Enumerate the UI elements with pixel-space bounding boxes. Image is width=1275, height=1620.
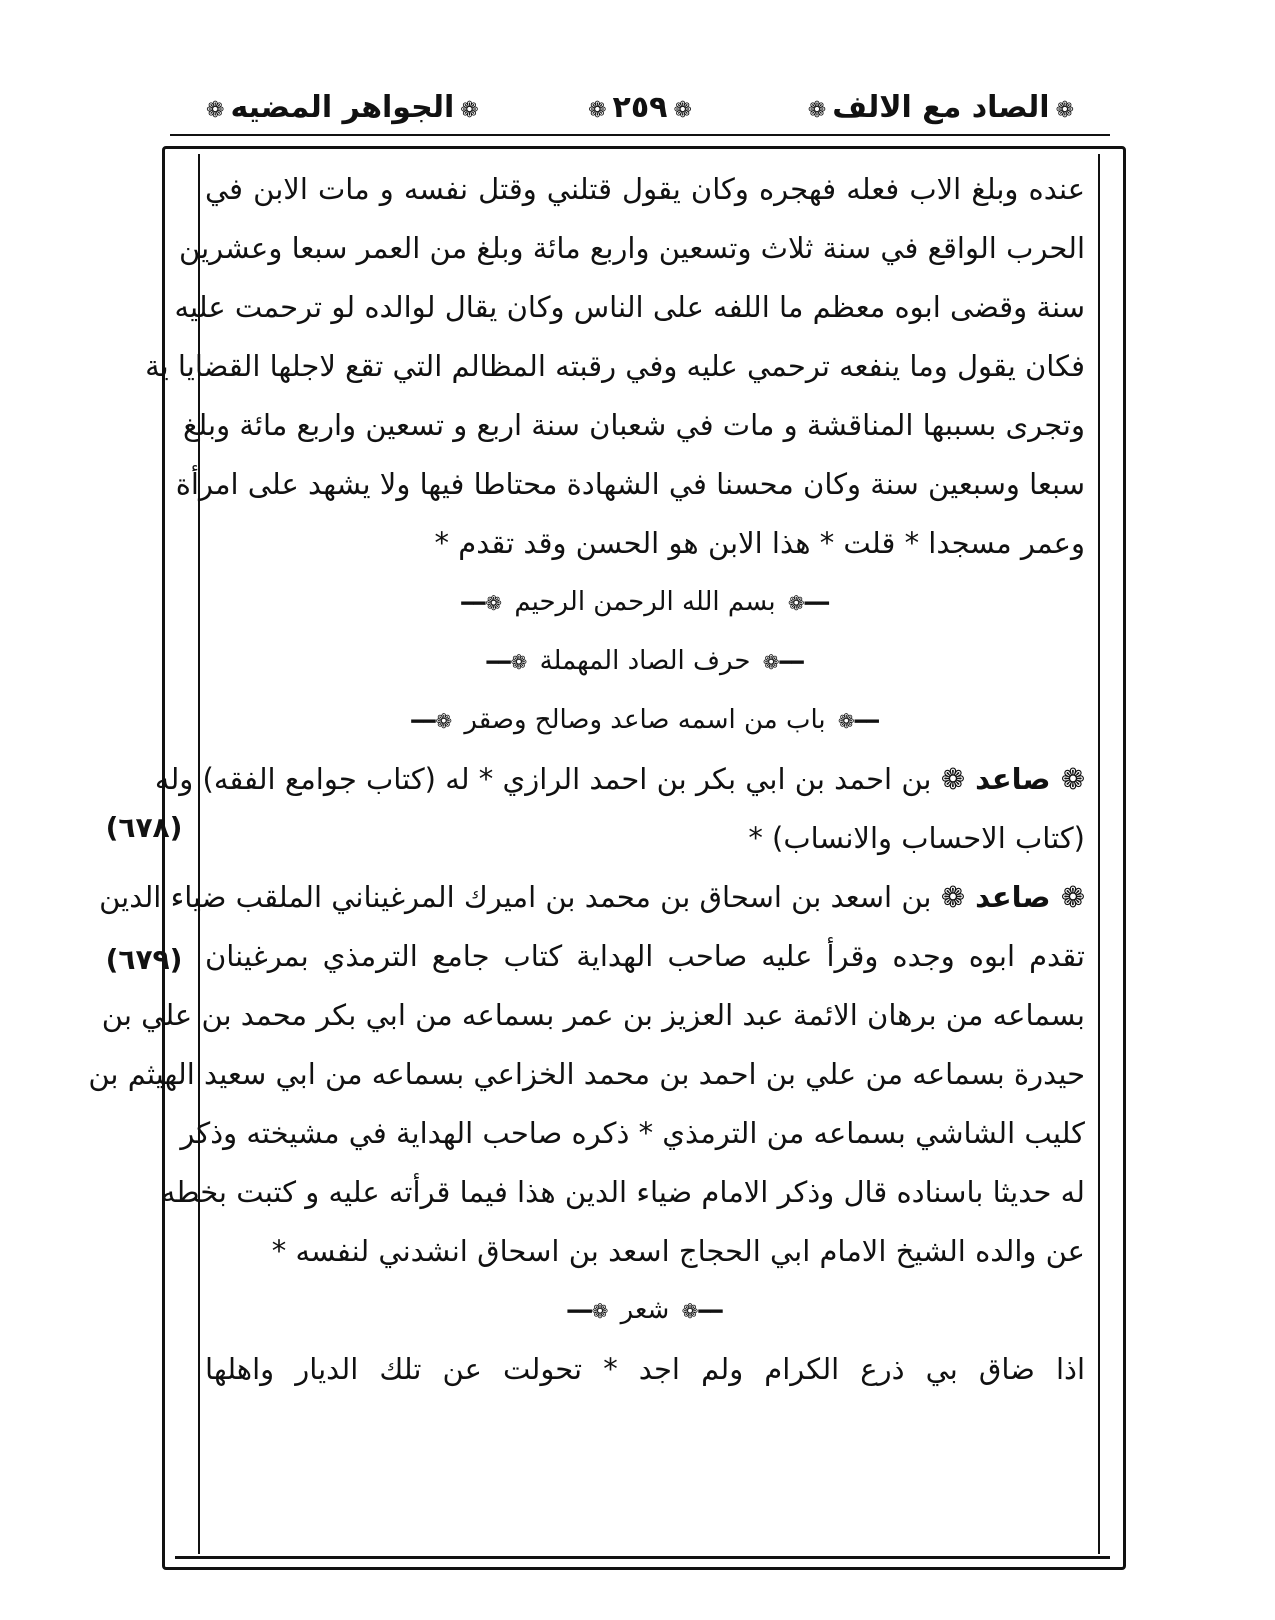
verse-line (205, 1340, 1085, 1399)
ornament-icon: ━━❁ (762, 650, 804, 674)
ornament-icon: ❁━━ (567, 1299, 609, 1323)
header-page-number (582, 82, 698, 134)
verse-second-hemistich: تحولت عن تلك الديار واهلها (205, 1352, 583, 1386)
section-title: حرف الصاد المهملة (539, 646, 751, 676)
entry-number: (٦٧٩) (105, 943, 183, 976)
entry-name: ❁ صاعد ❁ (940, 762, 1085, 796)
header-book-title-text: الجواهر المضيه (230, 90, 455, 125)
page-number: ٢٥٩ (612, 90, 668, 125)
chapter-title: باب من اسمه صاعد وصالح وصقر (464, 705, 826, 735)
entry-line: بسماعه من برهان الائمة عبد العزيز بن عمر بسماعه من ابي بكر محمد بن علي بن (101, 998, 1085, 1032)
entry-line (154, 750, 1085, 809)
header-chapter-text: الصاد مع الالف (832, 90, 1050, 125)
ornament-icon: ❁ (588, 98, 607, 123)
entry-line: عن والده الشيخ الامام ابي الحجاج اسعد بن اسحاق انشدني لنفسه * (271, 1234, 1085, 1268)
verse-separator: * (603, 1352, 618, 1386)
entry-line: تقدم ابوه وجده وقرأ عليه صاحب الهداية كتاب جامع الترمذي بمرغينان (205, 939, 1085, 973)
entry-number: (٦٧٨) (105, 811, 183, 844)
entry-line: حيدرة بسماعه من علي بن احمد بن محمد الخزاعي بسماعه من ابي سعيد الهيثم بن (88, 1057, 1085, 1091)
entry-line: (كتاب الاحساب والانساب) * (748, 821, 1085, 855)
ornament-icon: ❁ (1055, 98, 1074, 123)
text-line: الحرب الواقع في سنة ثلاث وتسعين واربع مائة وبلغ من العمر سبعا وعشرين (179, 231, 1085, 265)
ornament-icon: ━━❁ (681, 1299, 723, 1323)
ornament-icon: ❁ (673, 98, 692, 123)
ornament-icon: ❁━━ (486, 650, 528, 674)
entry-line: كليب الشاشي بسماعه من الترمذي * ذكره صاحب الهداية في مشيخته وذكر (180, 1116, 1085, 1150)
basmala-text: بسم الله الرحمن الرحيم (514, 587, 776, 617)
entry-name-text: صاعد (975, 762, 1051, 796)
text-line: سنة وقضى ابوه معظم ما اللفه على الناس وكان يقال لوالده لو ترحمت عليه (174, 290, 1085, 324)
ornament-icon: ❁ (460, 98, 479, 123)
basmala-heading (205, 573, 1085, 632)
ornament-icon: ❁ (807, 98, 827, 123)
poetry-title: شعر (620, 1295, 670, 1325)
ornament-icon: ❁━━ (411, 709, 453, 733)
text-line: فكان يقول وما ينفعه ترحمي عليه وفي رقبته المظالم التي تقع لاجلها القضايا ية (145, 349, 1085, 383)
ornament-icon: ━━❁ (787, 591, 829, 615)
entry-name: ❁ صاعد ❁ (940, 880, 1085, 914)
entry-text: بن اسعد بن اسحاق بن محمد بن اميرك المرغيناني الملقب ضياء الدين (99, 880, 932, 914)
entry-line: له حديثا باسناده قال وذكر الامام ضياء الدين هذا فيما قرأته عليه و كتبت بخطه (160, 1175, 1085, 1209)
bottom-rule (175, 1556, 1110, 1559)
entry-line (99, 868, 1085, 927)
header-chapter (802, 82, 1080, 134)
ornament-icon: ━━❁ (837, 709, 879, 733)
ornament-icon: ❁━━ (461, 591, 503, 615)
poetry-heading (205, 1281, 1085, 1340)
entry-text: بن احمد بن ابي بكر بن احمد الرازي * له (كتاب جوامع الفقه) وله (154, 762, 932, 796)
ornament-icon: ❁ (206, 98, 225, 123)
running-header (200, 82, 1080, 134)
verse-first-hemistich: اذا ضاق بي ذرع الكرام ولم اجد (638, 1352, 1086, 1386)
chapter-heading (205, 691, 1085, 750)
header-divider (170, 134, 1110, 136)
text-line: وعمر مسجدا * قلت * هذا الابن هو الحسن وقد تقدم * (434, 526, 1085, 560)
entry-name-text: صاعد (975, 880, 1051, 914)
text-line: سبعا وسبعين سنة وكان محسنا في الشهادة محتاطا فيها ولا يشهد على امرأة (175, 467, 1085, 501)
section-heading (205, 632, 1085, 691)
text-line: عنده وبلغ الاب فعله فهجره وكان يقول قتلني وقتل نفسه و مات الابن في (205, 172, 1085, 206)
text-line: وتجرى بسببها المناقشة و مات في شعبان سنة اربع و تسعين واربع مائة وبلغ (183, 408, 1085, 442)
header-book-title (200, 82, 485, 134)
